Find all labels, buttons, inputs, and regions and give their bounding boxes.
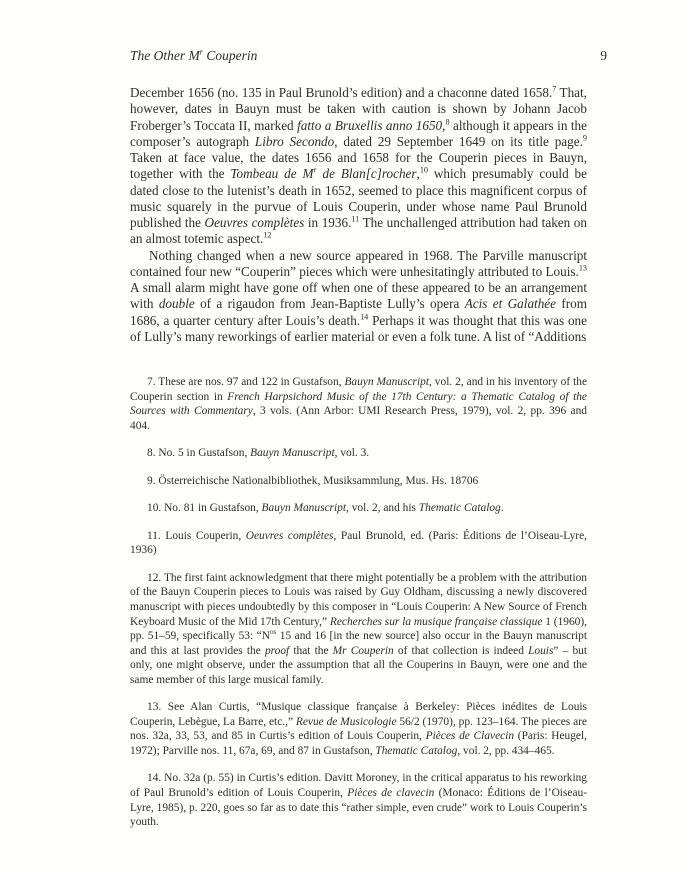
footnote: 7. These are nos. 97 and 122 in Gustafson, Bauyn Manuscript, vol. 2, and in his inventory of the Couperin section in French Harpsichord Music of the 17th Century: a Thematic Catalog of the Sources with Commentary, 3 vols. (Ann Arbor: UMI Research Press, 1979), vol. 2, pp. 396 and 404. [130,376,588,432]
page-number: 9 [600,48,607,63]
paragraph: Nothing changed when a new source appeared in 1968. The Parville manuscript contained four new “Couperin” pieces which were unhesitatingly attributed to Louis.$^{13}$ A small alarm might have gone off when one of these appeared to be an arrangement with double of a rigaudon from Jean-Baptiste Lully’s opera Acis et Galathée from 1686, a quarter century after Louis’s death.$^{14}$ Perhaps it was thought that this was one of Lully’s many reworkings of earlier material or even a folk tune. A list of “Additions [130,247,588,344]
footnote: 10. No. 81 in Gustafson, Bauyn Manuscript, vol. 2, and his Thematic Catalog. [147,502,504,515]
footnote: 12. The first faint acknowledgment that there might potentially be a problem with the attribution of the Bauyn Couperin pieces to Louis was raised by Guy Oldham, discussing a newly discovered manuscript with pieces undoubtedly by this composer in “Louis Couperin: A New Source of French Keyboard Music of the Mid 17th Century,” Recherches sur la musique française classique 1 (1960), pp. 51–59, specifically 53: “$N^{os}$ 15 and 16 [in the new source] also occur in the Bauyn manuscript and this at last provides the proof that the Mr Couperin of that collection is indeed Louis” – but only, one might observe, under the assumption that all the Couperins in Bauyn, were one and the same member of this large musical family. [130,571,588,686]
footnote: 11. Louis Couperin, Oeuvres complètes, Paul Brunold, ed. (Paris: Éditions de l’Oiseau-Lyre, 1936) [130,529,587,557]
footnotes [130,375,587,830]
footnote: 13. See Alan Curtis, “Musique classique française à Berkeley: Pièces inédites de Louis Couperin, Lebègue, La Barre, etc.,” Revue de Musicologie 56/2 (1970), pp. 123–164. The pieces are nos. 32a, 33, 53, and 85 in Curtis’s edition of Louis Couperin, Pièces de Clavecin (Paris: Heugel, 1972); Parville nos. 11, 67a, 69, and 87 in Gustafson, Thematic Catalog, vol. 2, pp. 434–465. [130,701,587,757]
running-title: The Other $M^r$ Couperin [130,47,258,63]
body-text [130,85,587,345]
paragraph: December 1656 (no. 135 in Paul Brunold’s edition) and a chaconne dated 1658.$^7$ That, however, dates in Bauyn must be taken with caution is shown by Johann Jacob Froberger’s Toccata II, marked fatto a Bruxellis anno 1650,$^8$ although it appears in the composer’s autograph Libro Secondo, dated 29 September 1649 on its title page.$^9$ Taken at face value, the dates 1656 and 1658 for the Couperin pieces in Bauyn, together with the Tombeau de $M^r$ de Blan[c]rocher,$^{10}$ which presumably could be dated close to the lutenist’s death in 1652, seemed to place this magnificent corpus of music squarely in the purvue of Louis Couperin, under whose name Paul Brunold published the Oeuvres complètes in 1936.11 The unchallenged attribution had taken on an almost totemic aspect.$^{12}$ [130,84,587,247]
footnote: 8. No. 5 in Gustafson, Bauyn Manuscript, vol. 3. [147,447,370,460]
footnote: 14. No. 32a (p. 55) in Curtis’s edition. Davitt Moroney, in the critical apparatus to his reworking of Paul Brunold’s edition of Louis Couperin, Pièces de clavecin (Monaco: Éditions de l’Oiseau-Lyre, 1985), p. 220, goes so far as to date this “rather simple, even crude” work to Louis Couperin’s youth. [130,772,587,829]
footnote: 9. Österreichische Nationalbibliothek, Musiksammlung, Mus. Hs. 18706 [147,474,479,487]
page-header [130,47,607,64]
